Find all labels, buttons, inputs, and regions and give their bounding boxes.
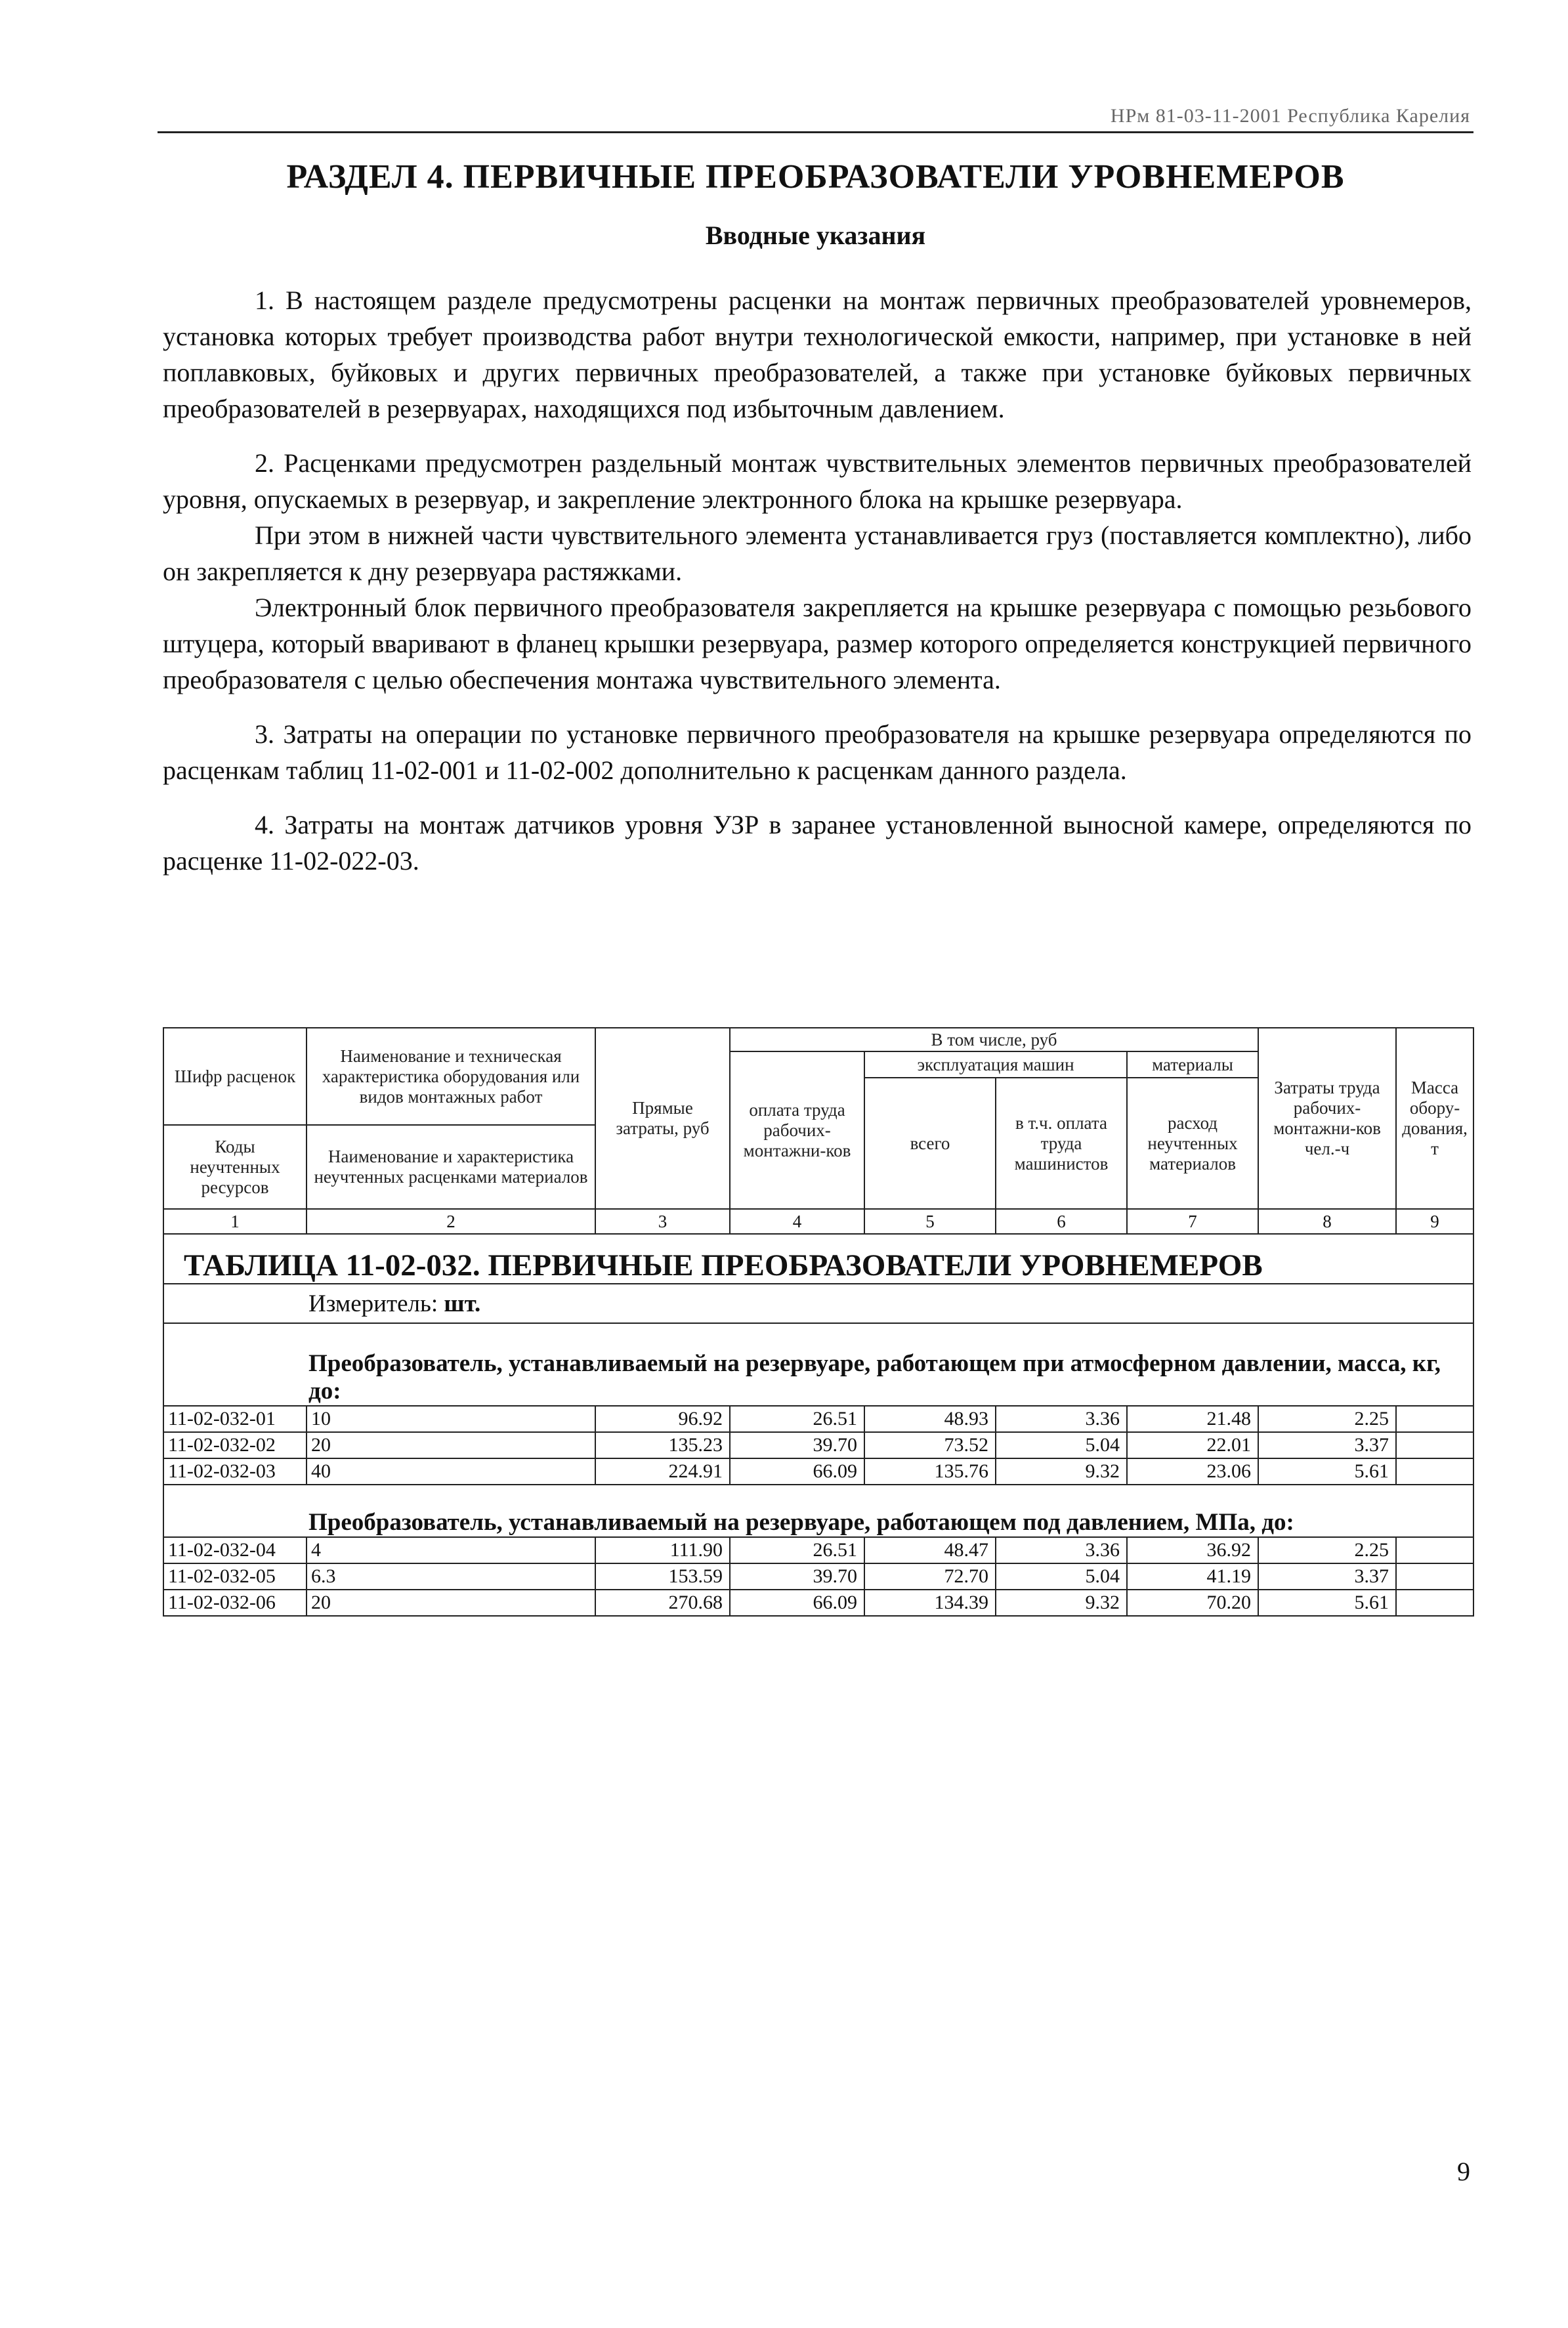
paragraph-1: 1. В настоящем разделе предусмотрены расценки на монтаж первичных преобразователей уровнемеров, установка которых требует производства работ внутри технологической емкости, например, при установке в ней поплавковых, буйковых и других первичных преобразователей, а также при установке буйковых первичных преобразователей в резервуарах, находящихся под избыточным давлением. <box>163 286 1472 423</box>
machinist-pay: 5.04 <box>996 1432 1127 1458</box>
header-machines: эксплуатация машин <box>864 1051 1127 1078</box>
materials: 70.20 <box>1127 1590 1258 1616</box>
table-row <box>163 1590 1473 1616</box>
materials: 23.06 <box>1127 1458 1258 1485</box>
header-machinist-pay: в т.ч. оплата труда машинистов <box>996 1078 1127 1209</box>
paragraph-4: 4. Затраты на монтаж датчиков уровня УЗР в заранее установленной выносной камере, определяются по расценке 11-02-022-03. <box>163 810 1472 876</box>
labor-hours: 2.25 <box>1258 1537 1396 1563</box>
measure <box>163 1284 1473 1323</box>
labor-hours: 2.25 <box>1258 1406 1396 1432</box>
direct-costs: 135.23 <box>595 1432 730 1458</box>
header-materials-use: расход неучтенных материалов <box>1127 1078 1258 1209</box>
column-number: 2 <box>307 1209 595 1234</box>
header-materials: материалы <box>1127 1051 1258 1078</box>
labor-pay: 39.70 <box>730 1432 864 1458</box>
header-labor-pay: оплата труда рабочих-монтажни-ков <box>730 1051 864 1209</box>
rate-param: 10 <box>307 1406 595 1432</box>
mass <box>1396 1458 1473 1485</box>
header-mass: Масса обору-дования, т <box>1396 1028 1473 1209</box>
machinist-pay: 5.04 <box>996 1563 1127 1590</box>
header-rule <box>158 131 1473 133</box>
page-number: 9 <box>1457 2157 1470 2186</box>
column-number: 7 <box>1127 1209 1258 1234</box>
machines-total: 72.70 <box>864 1563 996 1590</box>
machines-total: 73.52 <box>864 1432 996 1458</box>
group-title: Преобразователь, устанавливаемый на резервуаре, работающем при атмосферном давлении, масса, кг, до: <box>163 1323 1473 1406</box>
rate-param: 4 <box>307 1537 595 1563</box>
mass <box>1396 1406 1473 1432</box>
header-machines-total: всего <box>864 1078 996 1209</box>
labor-hours: 3.37 <box>1258 1563 1396 1590</box>
column-number: 9 <box>1396 1209 1473 1234</box>
measure-label: Измеритель: <box>308 1290 438 1317</box>
rate-param: 20 <box>307 1432 595 1458</box>
paragraph-3: 3. Затраты на операции по установке первичного преобразователя на крышке резервуара определяются по расценкам таблиц 11-02-001 и 11-02-002 дополнительно к расценкам данного раздела. <box>163 719 1472 785</box>
machines-total: 48.47 <box>864 1537 996 1563</box>
table-row <box>163 1406 1473 1432</box>
labor-pay: 26.51 <box>730 1537 864 1563</box>
rate-code: 11-02-032-06 <box>163 1590 307 1616</box>
column-numbers-row <box>163 1209 1473 1234</box>
rate-param: 40 <box>307 1458 595 1485</box>
labor-hours: 3.37 <box>1258 1432 1396 1458</box>
machines-total: 48.93 <box>864 1406 996 1432</box>
intro-title: Вводные указания <box>705 221 926 250</box>
direct-costs: 153.59 <box>595 1563 730 1590</box>
header-resource-codes: Коды неучтенных ресурсов <box>163 1125 307 1209</box>
header-resource-names: Наименование и характеристика неучтенных расценками материалов <box>307 1125 595 1209</box>
direct-costs: 96.92 <box>595 1406 730 1432</box>
rate-code: 11-02-032-02 <box>163 1432 307 1458</box>
rate-code: 11-02-032-04 <box>163 1537 307 1563</box>
labor-pay: 39.70 <box>730 1563 864 1590</box>
column-number: 4 <box>730 1209 864 1234</box>
labor-pay: 26.51 <box>730 1406 864 1432</box>
mass <box>1396 1432 1473 1458</box>
materials: 21.48 <box>1127 1406 1258 1432</box>
table-row <box>163 1432 1473 1458</box>
materials: 41.19 <box>1127 1563 1258 1590</box>
table-title: ТАБЛИЦА 11-02-032. ПЕРВИЧНЫЕ ПРЕОБРАЗОВАТЕЛИ УРОВНЕМЕРОВ <box>163 1234 1473 1284</box>
column-number: 5 <box>864 1209 996 1234</box>
rate-code: 11-02-032-01 <box>163 1406 307 1432</box>
table-row <box>163 1458 1473 1485</box>
section-title: РАЗДЕЛ 4. ПЕРВИЧНЫЕ ПРЕОБРАЗОВАТЕЛИ УРОВНЕМЕРОВ <box>286 158 1345 196</box>
table-row <box>163 1537 1473 1563</box>
machinist-pay: 3.36 <box>996 1406 1127 1432</box>
column-number: 1 <box>163 1209 307 1234</box>
machines-total: 135.76 <box>864 1458 996 1485</box>
measure-value: шт. <box>444 1290 481 1317</box>
labor-pay: 66.09 <box>730 1590 864 1616</box>
machinist-pay: 3.36 <box>996 1537 1127 1563</box>
header-including: В том числе, руб <box>730 1028 1258 1051</box>
materials: 36.92 <box>1127 1537 1258 1563</box>
machinist-pay: 9.32 <box>996 1458 1127 1485</box>
header-code: Шифр расценок <box>163 1028 307 1125</box>
paragraph-2a: При этом в нижней части чувствительного элемента устанавливается груз (поставляется комплектно), либо он закрепляется к дну резервуара растяжками. <box>163 520 1472 586</box>
labor-hours: 5.61 <box>1258 1458 1396 1485</box>
column-number: 8 <box>1258 1209 1396 1234</box>
rates-table <box>163 1027 1474 1617</box>
header-labor-costs: Затраты труда рабочих-монтажни-ков чел.-ч <box>1258 1028 1396 1209</box>
intro-body <box>163 282 1472 879</box>
paragraph-2: 2. Расценками предусмотрен раздельный монтаж чувствительных элементов первичных преобразователей уровня, опускаемых в резервуар, и закрепление электронного блока на крышке резервуара. <box>163 448 1472 514</box>
column-number: 3 <box>595 1209 730 1234</box>
paragraph-2b: Электронный блок первичного преобразователя закрепляется на крышке резервуара с помощью резьбового штуцера, который вваривают в фланец крышки резервуара, размер которого определяется конструкцией первичного преобразователя с целью обеспечения монтажа чувствительного элемента. <box>163 593 1472 694</box>
rate-param: 20 <box>307 1590 595 1616</box>
header-direct-costs: Прямые затраты, руб <box>595 1028 730 1209</box>
mass <box>1396 1590 1473 1616</box>
machines-total: 134.39 <box>864 1590 996 1616</box>
labor-hours: 5.61 <box>1258 1590 1396 1616</box>
group-title: Преобразователь, устанавливаемый на резервуаре, работающем под давлением, МПа, до: <box>163 1485 1473 1537</box>
table-row <box>163 1563 1473 1590</box>
direct-costs: 111.90 <box>595 1537 730 1563</box>
column-number: 6 <box>996 1209 1127 1234</box>
direct-costs: 224.91 <box>595 1458 730 1485</box>
mass <box>1396 1537 1473 1563</box>
direct-costs: 270.68 <box>595 1590 730 1616</box>
machinist-pay: 9.32 <box>996 1590 1127 1616</box>
rate-code: 11-02-032-05 <box>163 1563 307 1590</box>
header-name: Наименование и техническая характеристика оборудования или видов монтажных работ <box>307 1028 595 1125</box>
mass <box>1396 1563 1473 1590</box>
labor-pay: 66.09 <box>730 1458 864 1485</box>
rate-param: 6.3 <box>307 1563 595 1590</box>
running-head: НРм 81-03-11-2001 Республика Карелия <box>1110 105 1470 127</box>
materials: 22.01 <box>1127 1432 1258 1458</box>
rate-code: 11-02-032-03 <box>163 1458 307 1485</box>
